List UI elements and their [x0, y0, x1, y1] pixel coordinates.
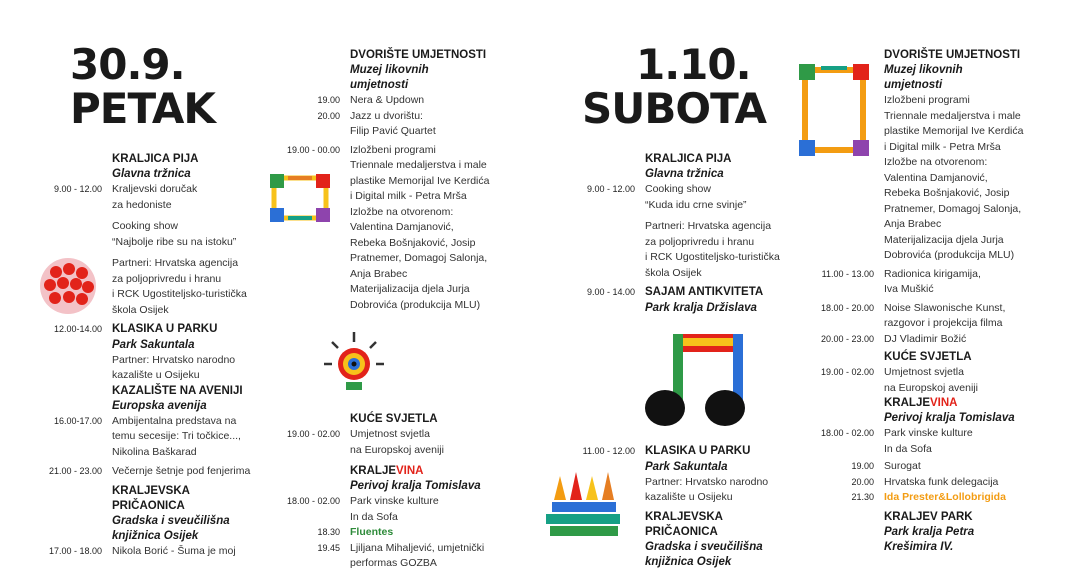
- event: na Europskoj aveniji: [884, 381, 978, 394]
- event: i Digital milk - Petra Mrša: [884, 140, 1001, 153]
- event: Ida Prester&Lollobrigida: [884, 491, 1006, 503]
- venue-place: Park Sakuntala: [645, 460, 728, 473]
- event: Jazz u dvorištu:: [350, 109, 423, 122]
- venue-title-line2: PRIČAONICA: [112, 499, 185, 512]
- event: Iva Muškić: [884, 283, 934, 295]
- event: Kraljevski doručak: [112, 183, 198, 195]
- date-day1: 30.9.: [70, 40, 185, 89]
- time: 18.30: [317, 527, 340, 537]
- date-day2: 1.10.: [636, 40, 751, 89]
- venue-place: Muzej likovnih: [350, 64, 429, 76]
- event: Anja Brabec: [884, 218, 942, 230]
- event: Nikolina Baškarad: [112, 445, 197, 458]
- event: Dobrovića (produkcija MLU): [884, 249, 1015, 261]
- event: Rebeka Bošnjaković, Josip: [350, 236, 476, 249]
- time: 20.00 - 23.00: [820, 333, 874, 344]
- event: Nera & Updown: [350, 94, 425, 106]
- event: Večernje šetnje pod fenjerima: [112, 465, 251, 477]
- venue-title: KRALJEVSKA: [645, 510, 723, 523]
- day1-right-column-lower: [248, 412, 528, 572]
- event: Hrvatska funk delegacija: [884, 475, 999, 488]
- time: 18.00 - 20.00: [820, 302, 874, 313]
- event: za poljoprivredu i hranu: [112, 272, 222, 285]
- event: Ljiljana Mihaljević, umjetnički: [350, 541, 485, 554]
- event: In da Sofa: [884, 442, 932, 455]
- event: Filip Pavić Quartet: [350, 125, 436, 137]
- time: 21.00 - 23.00: [48, 466, 102, 476]
- event: Anja Brabec: [350, 267, 408, 280]
- event: Izložbeni programi: [350, 143, 436, 156]
- event: Triennale medaljerstva i male: [350, 159, 487, 171]
- time: 19.00: [317, 95, 340, 105]
- event: za poljoprivredu i hranu: [645, 235, 755, 248]
- event: Surogat: [884, 460, 921, 472]
- event: “Kuda idu crne svinje”: [645, 198, 747, 211]
- event: DJ Vladimir Božić: [884, 332, 967, 345]
- time: 12.00-14.00: [53, 324, 102, 334]
- event: Pratnemer, Domagoj Salonja,: [350, 252, 488, 264]
- venue-title: KLASIKA U PARKU: [645, 445, 751, 457]
- venue-title-kraljevina: KRALJEVINA: [350, 465, 424, 477]
- venue-title: KUĆE SVJETLA: [884, 351, 972, 363]
- event: Valentina Damjanović,: [884, 171, 988, 184]
- event: škola Osijek: [112, 303, 169, 316]
- venue-place: Park kralja Držislava: [645, 301, 757, 314]
- venue-title: KRALJICA PIJA: [112, 153, 199, 165]
- venue-title: KRALJICA PIJA: [645, 153, 732, 165]
- event: Dobrovića (produkcija MLU): [350, 298, 481, 311]
- event: kazalište u Osijeku: [645, 491, 733, 503]
- venue-place-line2: umjetnosti: [350, 79, 409, 91]
- event: Pratnemer, Domagoj Salonja,: [884, 202, 1022, 215]
- venue-place: Park kralja Petra: [884, 525, 975, 538]
- time: 20.00: [851, 476, 874, 487]
- event: Valentina Damjanović,: [350, 221, 454, 233]
- event: Materijalizacija djela Jurja: [350, 283, 470, 295]
- event: Park vinske kulture: [350, 495, 439, 507]
- time: 16.00-17.00: [53, 415, 102, 426]
- event: “Najbolje ribe su na istoku”: [112, 235, 237, 248]
- venue-title: KRALJEVSKA: [112, 484, 190, 497]
- venue-title: KAZALIŠTE NA AVENIJI: [112, 384, 243, 397]
- venue-place: Glavna tržnica: [112, 168, 191, 180]
- event: i RCK Ugostiteljsko-turistička: [112, 288, 247, 300]
- event: plastike Memorijal Ive Kerdića: [884, 125, 1024, 137]
- venue-title: SAJAM ANTIKVITETA: [645, 286, 764, 298]
- music-note-illustration: [645, 334, 745, 430]
- picture-frame-illustration: [268, 172, 332, 224]
- light-sun-illustration: [322, 330, 386, 394]
- venue-title: KRALJEV PARK: [884, 510, 973, 523]
- time: 19.00 - 00.00: [286, 144, 340, 155]
- event: Fluentes: [350, 526, 394, 538]
- event: Izložbe na otvorenom:: [884, 156, 988, 168]
- event: Partneri: Hrvatska agencija: [645, 220, 772, 232]
- event: temu secesije: Tri točkice...,: [112, 430, 241, 442]
- time: 9.00 - 14.00: [586, 287, 635, 297]
- event: Cooking show: [645, 183, 711, 195]
- event: Partner: Hrvatsko narodno: [112, 353, 236, 366]
- venue-place-line2: umjetnosti: [884, 79, 943, 91]
- event: Radionica kirigamija,: [884, 267, 981, 280]
- time: 21.30: [851, 492, 874, 502]
- time: 18.00 - 02.00: [286, 496, 340, 506]
- picture-frame-illustration-2: [797, 62, 871, 158]
- time: 19.00 - 02.00: [286, 429, 340, 439]
- event: Noise Slawonische Kunst,: [884, 301, 1006, 314]
- time: 19.45: [317, 542, 340, 553]
- day2-left-column: [543, 152, 803, 316]
- venue-title: KUĆE SVJETLA: [350, 413, 438, 425]
- time: 19.00: [851, 461, 874, 471]
- time: 11.00 - 12.00: [582, 446, 635, 456]
- venue-title: DVORIŠTE UMJETNOSTI: [884, 49, 1021, 61]
- event: Cooking show: [112, 220, 178, 232]
- weekday-day1: PETAK: [70, 84, 215, 133]
- dotted-circle-illustration: [38, 256, 98, 316]
- event: škola Osijek: [645, 266, 702, 279]
- venue-title: DVORIŠTE UMJETNOSTI: [350, 49, 487, 61]
- event: Partneri: Hrvatska agencija: [112, 257, 239, 269]
- event: Izložbeni programi: [884, 94, 970, 106]
- event: i Digital milk - Petra Mrša: [350, 190, 467, 202]
- time: 20.00: [317, 110, 340, 121]
- venue-place: Europska avenija: [112, 399, 207, 412]
- time: 9.00 - 12.00: [586, 184, 635, 194]
- event: kazalište u Osijeku: [112, 369, 200, 381]
- event: Nikola Borić - Šuma je moj: [112, 544, 236, 557]
- venue-place-line2: Krešimira IV.: [884, 540, 954, 553]
- event: Rebeka Bošnjaković, Josip: [884, 187, 1010, 199]
- venue-place: Perivoj kralja Tomislava: [350, 480, 481, 492]
- time: 9.00 - 12.00: [53, 184, 102, 194]
- crown-books-illustration: [546, 466, 620, 546]
- time: 11.00 - 13.00: [821, 268, 874, 279]
- time: 19.00 - 02.00: [820, 367, 874, 377]
- event: za hedoniste: [112, 198, 172, 211]
- event: Triennale medaljerstva i male: [884, 109, 1021, 122]
- event: plastike Memorijal Ive Kerdića: [350, 174, 490, 187]
- weekday-day2: SUBOTA: [582, 84, 766, 133]
- venue-place: Muzej likovnih: [884, 64, 963, 76]
- venue-place: Gradska i sveučilišna: [645, 540, 763, 553]
- event: razgovor i projekcija filma: [884, 317, 1003, 329]
- venue-place-line2: knjižnica Osijek: [112, 529, 199, 542]
- venue-title-line2: PRIČAONICA: [645, 525, 718, 538]
- venue-place-line2: knjižnica Osijek: [645, 555, 732, 568]
- event: In da Sofa: [350, 510, 398, 523]
- event: Izložbe na otvorenom:: [350, 205, 454, 218]
- time: 17.00 - 18.00: [48, 545, 102, 556]
- time: 18.00 - 02.00: [820, 428, 874, 438]
- event: na Europskoj aveniji: [350, 443, 444, 456]
- event: i RCK Ugostiteljsko-turistička: [645, 251, 780, 263]
- venue-place: Gradska i sveučilišna: [112, 514, 230, 527]
- event: Partner: Hrvatsko narodno: [645, 475, 769, 488]
- venue-title: KLASIKA U PARKU: [112, 323, 218, 335]
- event: Materijalizacija djela Jurja: [884, 233, 1004, 246]
- event: Ambijentalna predstava na: [112, 414, 237, 427]
- event: Park vinske kulture: [884, 427, 973, 439]
- event: Umjetnost svjetla: [884, 366, 964, 378]
- venue-place: Perivoj kralja Tomislava: [884, 412, 1015, 424]
- venue-place: Park Sakuntala: [112, 338, 195, 351]
- day1-left-column: [10, 152, 270, 559]
- venue-place: Glavna tržnica: [645, 168, 724, 180]
- event: performas GOZBA: [350, 557, 437, 569]
- event: Umjetnost svjetla: [350, 428, 430, 440]
- venue-title-kraljevina: KRALJEVINA: [884, 397, 958, 409]
